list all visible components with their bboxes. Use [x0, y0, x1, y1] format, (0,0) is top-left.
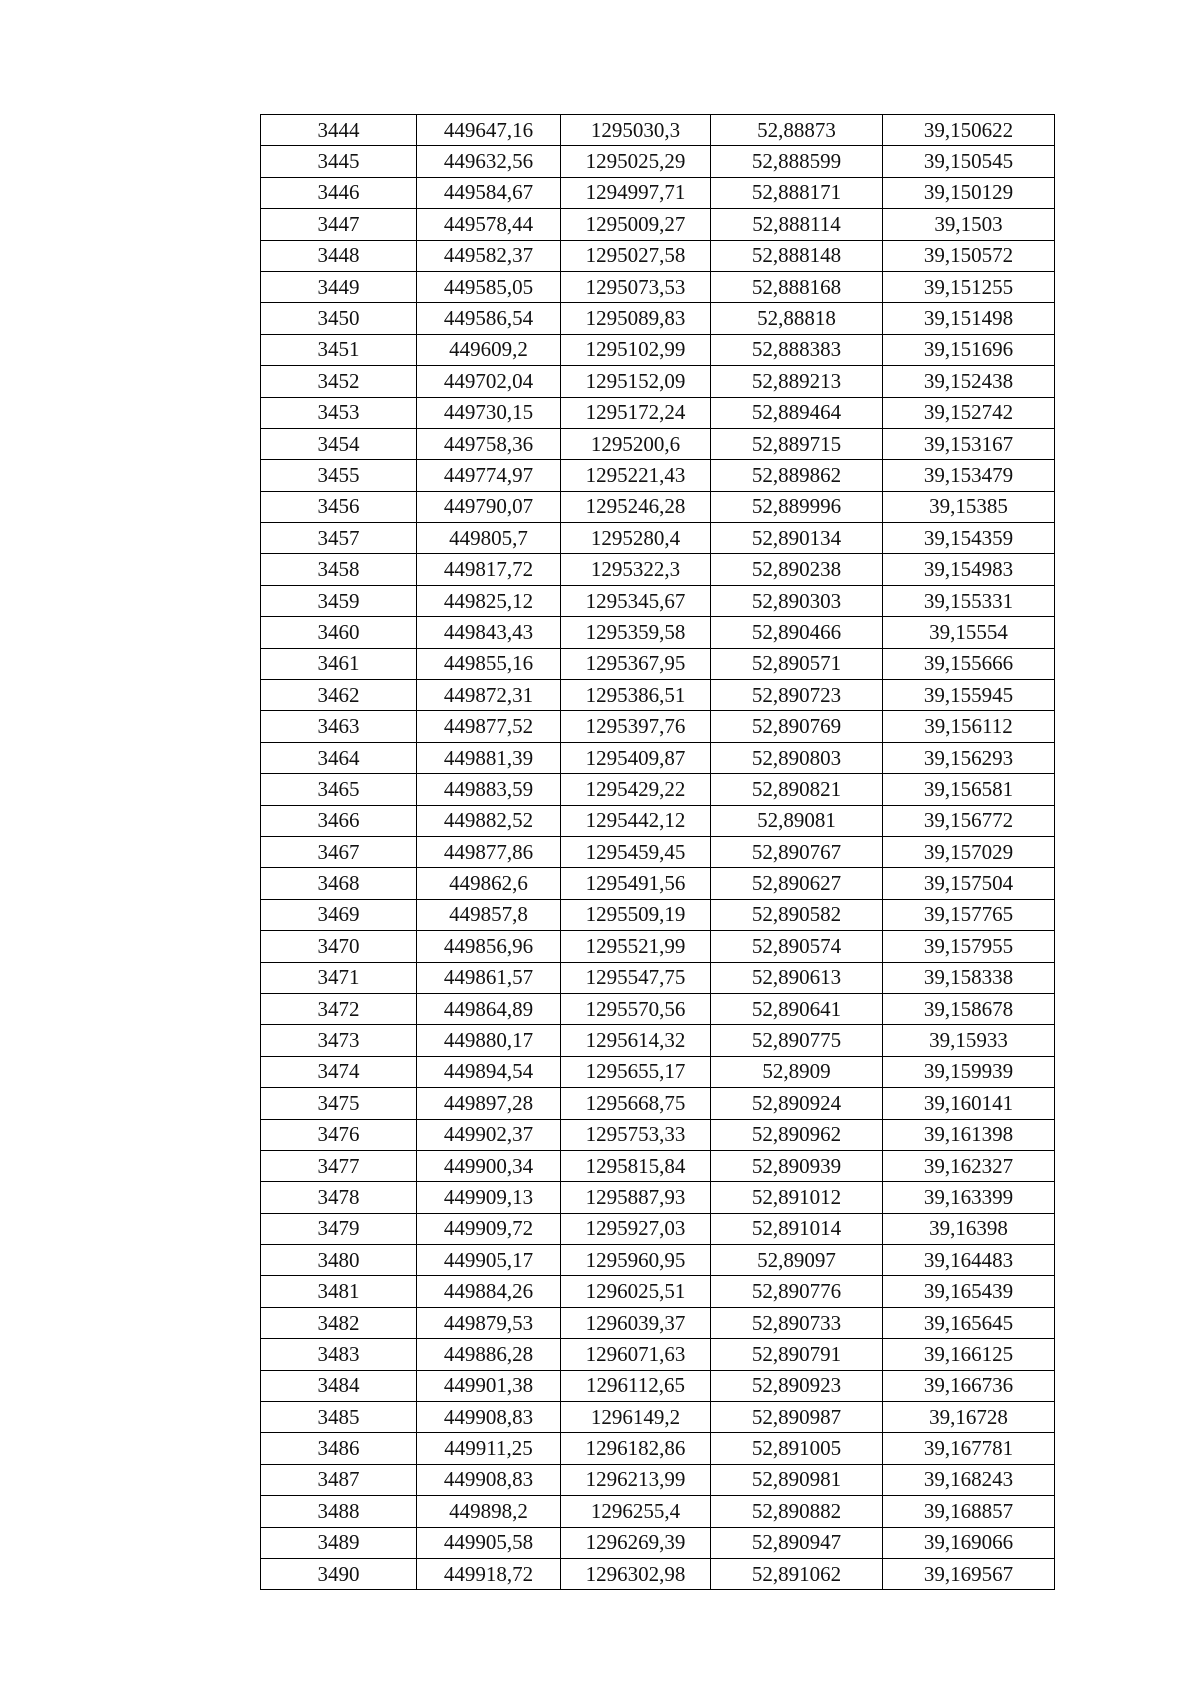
y-coordinate-cell: 1295030,3 [561, 115, 711, 146]
point-number-cell: 3481 [261, 1276, 417, 1307]
latitude-cell: 52,890803 [711, 742, 883, 773]
x-coordinate-cell: 449862,6 [417, 868, 561, 899]
latitude-cell: 52,890466 [711, 617, 883, 648]
table-row [261, 1245, 1055, 1276]
table-row [261, 1025, 1055, 1056]
point-number-cell: 3478 [261, 1182, 417, 1213]
table-row [261, 774, 1055, 805]
x-coordinate-cell: 449900,34 [417, 1150, 561, 1181]
latitude-cell: 52,890613 [711, 962, 883, 993]
longitude-cell: 39,152742 [883, 397, 1055, 428]
point-number-cell: 3465 [261, 774, 417, 805]
x-coordinate-cell: 449855,16 [417, 648, 561, 679]
longitude-cell: 39,165645 [883, 1307, 1055, 1338]
x-coordinate-cell: 449702,04 [417, 366, 561, 397]
y-coordinate-cell: 1295960,95 [561, 1245, 711, 1276]
x-coordinate-cell: 449905,17 [417, 1245, 561, 1276]
x-coordinate-cell: 449918,72 [417, 1558, 561, 1589]
y-coordinate-cell: 1295521,99 [561, 931, 711, 962]
longitude-cell: 39,165439 [883, 1276, 1055, 1307]
x-coordinate-cell: 449886,28 [417, 1339, 561, 1370]
x-coordinate-cell: 449585,05 [417, 271, 561, 302]
longitude-cell: 39,154359 [883, 523, 1055, 554]
point-number-cell: 3480 [261, 1245, 417, 1276]
y-coordinate-cell: 1295614,32 [561, 1025, 711, 1056]
x-coordinate-cell: 449578,44 [417, 209, 561, 240]
x-coordinate-cell: 449898,2 [417, 1496, 561, 1527]
longitude-cell: 39,166736 [883, 1370, 1055, 1401]
table-row [261, 303, 1055, 334]
longitude-cell: 39,151255 [883, 271, 1055, 302]
longitude-cell: 39,156112 [883, 711, 1055, 742]
table-row [261, 334, 1055, 365]
y-coordinate-cell: 1295409,87 [561, 742, 711, 773]
y-coordinate-cell: 1296302,98 [561, 1558, 711, 1589]
y-coordinate-cell: 1295753,33 [561, 1119, 711, 1150]
x-coordinate-cell: 449901,38 [417, 1370, 561, 1401]
latitude-cell: 52,889213 [711, 366, 883, 397]
table-row [261, 1464, 1055, 1495]
y-coordinate-cell: 1295547,75 [561, 962, 711, 993]
table-row [261, 742, 1055, 773]
longitude-cell: 39,15554 [883, 617, 1055, 648]
longitude-cell: 39,150622 [883, 115, 1055, 146]
latitude-cell: 52,890582 [711, 899, 883, 930]
x-coordinate-cell: 449790,07 [417, 491, 561, 522]
table-row [261, 1527, 1055, 1558]
longitude-cell: 39,15933 [883, 1025, 1055, 1056]
x-coordinate-cell: 449880,17 [417, 1025, 561, 1056]
point-number-cell: 3447 [261, 209, 417, 240]
longitude-cell: 39,157029 [883, 836, 1055, 867]
y-coordinate-cell: 1295152,09 [561, 366, 711, 397]
x-coordinate-cell: 449908,83 [417, 1464, 561, 1495]
y-coordinate-cell: 1294997,71 [561, 177, 711, 208]
latitude-cell: 52,890627 [711, 868, 883, 899]
table-row [261, 1150, 1055, 1181]
longitude-cell: 39,169066 [883, 1527, 1055, 1558]
latitude-cell: 52,890733 [711, 1307, 883, 1338]
y-coordinate-cell: 1295246,28 [561, 491, 711, 522]
longitude-cell: 39,1503 [883, 209, 1055, 240]
longitude-cell: 39,160141 [883, 1088, 1055, 1119]
y-coordinate-cell: 1296213,99 [561, 1464, 711, 1495]
table-row [261, 993, 1055, 1024]
y-coordinate-cell: 1295073,53 [561, 271, 711, 302]
y-coordinate-cell: 1296039,37 [561, 1307, 711, 1338]
longitude-cell: 39,151696 [883, 334, 1055, 365]
longitude-cell: 39,150545 [883, 146, 1055, 177]
longitude-cell: 39,156581 [883, 774, 1055, 805]
x-coordinate-cell: 449884,26 [417, 1276, 561, 1307]
table-row [261, 271, 1055, 302]
table-row [261, 115, 1055, 146]
table-row [261, 397, 1055, 428]
longitude-cell: 39,150129 [883, 177, 1055, 208]
latitude-cell: 52,890303 [711, 585, 883, 616]
latitude-cell: 52,890767 [711, 836, 883, 867]
y-coordinate-cell: 1295815,84 [561, 1150, 711, 1181]
y-coordinate-cell: 1295927,03 [561, 1213, 711, 1244]
latitude-cell: 52,888383 [711, 334, 883, 365]
table-row [261, 240, 1055, 271]
table-row [261, 585, 1055, 616]
point-number-cell: 3445 [261, 146, 417, 177]
y-coordinate-cell: 1295345,67 [561, 585, 711, 616]
latitude-cell: 52,890791 [711, 1339, 883, 1370]
longitude-cell: 39,169567 [883, 1558, 1055, 1589]
point-number-cell: 3472 [261, 993, 417, 1024]
y-coordinate-cell: 1295491,56 [561, 868, 711, 899]
x-coordinate-cell: 449897,28 [417, 1088, 561, 1119]
latitude-cell: 52,890923 [711, 1370, 883, 1401]
x-coordinate-cell: 449872,31 [417, 680, 561, 711]
latitude-cell: 52,890981 [711, 1464, 883, 1495]
point-number-cell: 3464 [261, 742, 417, 773]
longitude-cell: 39,16728 [883, 1402, 1055, 1433]
x-coordinate-cell: 449861,57 [417, 962, 561, 993]
y-coordinate-cell: 1295221,43 [561, 460, 711, 491]
latitude-cell: 52,890769 [711, 711, 883, 742]
table-row [261, 1339, 1055, 1370]
x-coordinate-cell: 449909,72 [417, 1213, 561, 1244]
longitude-cell: 39,150572 [883, 240, 1055, 271]
x-coordinate-cell: 449632,56 [417, 146, 561, 177]
latitude-cell: 52,890882 [711, 1496, 883, 1527]
latitude-cell: 52,889464 [711, 397, 883, 428]
point-number-cell: 3477 [261, 1150, 417, 1181]
x-coordinate-cell: 449817,72 [417, 554, 561, 585]
point-number-cell: 3448 [261, 240, 417, 271]
table-row [261, 868, 1055, 899]
table-row [261, 146, 1055, 177]
latitude-cell: 52,890776 [711, 1276, 883, 1307]
y-coordinate-cell: 1295102,99 [561, 334, 711, 365]
latitude-cell: 52,891014 [711, 1213, 883, 1244]
latitude-cell: 52,890574 [711, 931, 883, 962]
point-number-cell: 3453 [261, 397, 417, 428]
y-coordinate-cell: 1296071,63 [561, 1339, 711, 1370]
table-row [261, 680, 1055, 711]
y-coordinate-cell: 1295172,24 [561, 397, 711, 428]
point-number-cell: 3486 [261, 1433, 417, 1464]
longitude-cell: 39,16398 [883, 1213, 1055, 1244]
table-row [261, 805, 1055, 836]
x-coordinate-cell: 449902,37 [417, 1119, 561, 1150]
table-row [261, 1213, 1055, 1244]
latitude-cell: 52,888171 [711, 177, 883, 208]
table-row [261, 711, 1055, 742]
x-coordinate-cell: 449908,83 [417, 1402, 561, 1433]
latitude-cell: 52,8909 [711, 1056, 883, 1087]
table-row [261, 1119, 1055, 1150]
point-number-cell: 3467 [261, 836, 417, 867]
point-number-cell: 3469 [261, 899, 417, 930]
y-coordinate-cell: 1295397,76 [561, 711, 711, 742]
y-coordinate-cell: 1295367,95 [561, 648, 711, 679]
x-coordinate-cell: 449586,54 [417, 303, 561, 334]
y-coordinate-cell: 1296149,2 [561, 1402, 711, 1433]
y-coordinate-cell: 1295089,83 [561, 303, 711, 334]
longitude-cell: 39,156772 [883, 805, 1055, 836]
longitude-cell: 39,157955 [883, 931, 1055, 962]
latitude-cell: 52,889862 [711, 460, 883, 491]
latitude-cell: 52,89081 [711, 805, 883, 836]
point-number-cell: 3479 [261, 1213, 417, 1244]
y-coordinate-cell: 1295200,6 [561, 428, 711, 459]
y-coordinate-cell: 1295509,19 [561, 899, 711, 930]
x-coordinate-cell: 449584,67 [417, 177, 561, 208]
x-coordinate-cell: 449883,59 [417, 774, 561, 805]
table-row [261, 366, 1055, 397]
latitude-cell: 52,888168 [711, 271, 883, 302]
x-coordinate-cell: 449877,86 [417, 836, 561, 867]
x-coordinate-cell: 449758,36 [417, 428, 561, 459]
x-coordinate-cell: 449911,25 [417, 1433, 561, 1464]
longitude-cell: 39,153479 [883, 460, 1055, 491]
point-number-cell: 3450 [261, 303, 417, 334]
point-number-cell: 3475 [261, 1088, 417, 1119]
point-number-cell: 3485 [261, 1402, 417, 1433]
longitude-cell: 39,163399 [883, 1182, 1055, 1213]
longitude-cell: 39,167781 [883, 1433, 1055, 1464]
y-coordinate-cell: 1296255,4 [561, 1496, 711, 1527]
longitude-cell: 39,155945 [883, 680, 1055, 711]
latitude-cell: 52,890962 [711, 1119, 883, 1150]
table-row [261, 1056, 1055, 1087]
point-number-cell: 3452 [261, 366, 417, 397]
y-coordinate-cell: 1296112,65 [561, 1370, 711, 1401]
x-coordinate-cell: 449805,7 [417, 523, 561, 554]
table-row [261, 523, 1055, 554]
coordinates-table [260, 114, 1055, 1590]
point-number-cell: 3487 [261, 1464, 417, 1495]
point-number-cell: 3488 [261, 1496, 417, 1527]
y-coordinate-cell: 1295655,17 [561, 1056, 711, 1087]
point-number-cell: 3455 [261, 460, 417, 491]
latitude-cell: 52,890939 [711, 1150, 883, 1181]
point-number-cell: 3482 [261, 1307, 417, 1338]
table-row [261, 1307, 1055, 1338]
latitude-cell: 52,891062 [711, 1558, 883, 1589]
x-coordinate-cell: 449909,13 [417, 1182, 561, 1213]
longitude-cell: 39,158678 [883, 993, 1055, 1024]
y-coordinate-cell: 1296182,86 [561, 1433, 711, 1464]
longitude-cell: 39,156293 [883, 742, 1055, 773]
y-coordinate-cell: 1295429,22 [561, 774, 711, 805]
latitude-cell: 52,890775 [711, 1025, 883, 1056]
latitude-cell: 52,89097 [711, 1245, 883, 1276]
x-coordinate-cell: 449825,12 [417, 585, 561, 616]
x-coordinate-cell: 449843,43 [417, 617, 561, 648]
x-coordinate-cell: 449882,52 [417, 805, 561, 836]
y-coordinate-cell: 1295386,51 [561, 680, 711, 711]
y-coordinate-cell: 1295280,4 [561, 523, 711, 554]
y-coordinate-cell: 1295887,93 [561, 1182, 711, 1213]
x-coordinate-cell: 449774,97 [417, 460, 561, 491]
latitude-cell: 52,88873 [711, 115, 883, 146]
point-number-cell: 3471 [261, 962, 417, 993]
longitude-cell: 39,154983 [883, 554, 1055, 585]
y-coordinate-cell: 1296269,39 [561, 1527, 711, 1558]
x-coordinate-cell: 449894,54 [417, 1056, 561, 1087]
coordinates-table-body [261, 115, 1055, 1590]
y-coordinate-cell: 1295570,56 [561, 993, 711, 1024]
table-row [261, 1182, 1055, 1213]
table-row [261, 209, 1055, 240]
table-row [261, 962, 1055, 993]
x-coordinate-cell: 449609,2 [417, 334, 561, 365]
latitude-cell: 52,890947 [711, 1527, 883, 1558]
x-coordinate-cell: 449905,58 [417, 1527, 561, 1558]
table-row [261, 1496, 1055, 1527]
longitude-cell: 39,157765 [883, 899, 1055, 930]
table-row [261, 177, 1055, 208]
point-number-cell: 3456 [261, 491, 417, 522]
x-coordinate-cell: 449879,53 [417, 1307, 561, 1338]
point-number-cell: 3473 [261, 1025, 417, 1056]
longitude-cell: 39,153167 [883, 428, 1055, 459]
longitude-cell: 39,151498 [883, 303, 1055, 334]
x-coordinate-cell: 449881,39 [417, 742, 561, 773]
point-number-cell: 3458 [261, 554, 417, 585]
point-number-cell: 3484 [261, 1370, 417, 1401]
longitude-cell: 39,152438 [883, 366, 1055, 397]
point-number-cell: 3454 [261, 428, 417, 459]
x-coordinate-cell: 449647,16 [417, 115, 561, 146]
x-coordinate-cell: 449730,15 [417, 397, 561, 428]
y-coordinate-cell: 1295025,29 [561, 146, 711, 177]
point-number-cell: 3468 [261, 868, 417, 899]
y-coordinate-cell: 1295459,45 [561, 836, 711, 867]
latitude-cell: 52,890641 [711, 993, 883, 1024]
y-coordinate-cell: 1295442,12 [561, 805, 711, 836]
y-coordinate-cell: 1295009,27 [561, 209, 711, 240]
longitude-cell: 39,166125 [883, 1339, 1055, 1370]
table-row [261, 491, 1055, 522]
y-coordinate-cell: 1296025,51 [561, 1276, 711, 1307]
point-number-cell: 3459 [261, 585, 417, 616]
point-number-cell: 3490 [261, 1558, 417, 1589]
x-coordinate-cell: 449877,52 [417, 711, 561, 742]
x-coordinate-cell: 449582,37 [417, 240, 561, 271]
latitude-cell: 52,891012 [711, 1182, 883, 1213]
table-row [261, 1402, 1055, 1433]
table-row [261, 617, 1055, 648]
point-number-cell: 3476 [261, 1119, 417, 1150]
latitude-cell: 52,891005 [711, 1433, 883, 1464]
longitude-cell: 39,161398 [883, 1119, 1055, 1150]
latitude-cell: 52,889996 [711, 491, 883, 522]
point-number-cell: 3444 [261, 115, 417, 146]
longitude-cell: 39,162327 [883, 1150, 1055, 1181]
longitude-cell: 39,157504 [883, 868, 1055, 899]
point-number-cell: 3483 [261, 1339, 417, 1370]
longitude-cell: 39,168243 [883, 1464, 1055, 1495]
latitude-cell: 52,889715 [711, 428, 883, 459]
latitude-cell: 52,890821 [711, 774, 883, 805]
table-row [261, 836, 1055, 867]
latitude-cell: 52,890723 [711, 680, 883, 711]
table-row [261, 1558, 1055, 1589]
latitude-cell: 52,88818 [711, 303, 883, 334]
table-row [261, 1433, 1055, 1464]
latitude-cell: 52,890238 [711, 554, 883, 585]
point-number-cell: 3446 [261, 177, 417, 208]
table-row [261, 554, 1055, 585]
point-number-cell: 3489 [261, 1527, 417, 1558]
x-coordinate-cell: 449857,8 [417, 899, 561, 930]
longitude-cell: 39,15385 [883, 491, 1055, 522]
latitude-cell: 52,888148 [711, 240, 883, 271]
longitude-cell: 39,155666 [883, 648, 1055, 679]
latitude-cell: 52,890571 [711, 648, 883, 679]
table-row [261, 428, 1055, 459]
x-coordinate-cell: 449856,96 [417, 931, 561, 962]
table-row [261, 931, 1055, 962]
table-row [261, 1276, 1055, 1307]
latitude-cell: 52,890987 [711, 1402, 883, 1433]
y-coordinate-cell: 1295027,58 [561, 240, 711, 271]
y-coordinate-cell: 1295322,3 [561, 554, 711, 585]
longitude-cell: 39,168857 [883, 1496, 1055, 1527]
longitude-cell: 39,159939 [883, 1056, 1055, 1087]
x-coordinate-cell: 449864,89 [417, 993, 561, 1024]
table-row [261, 1370, 1055, 1401]
latitude-cell: 52,890134 [711, 523, 883, 554]
table-row [261, 460, 1055, 491]
point-number-cell: 3449 [261, 271, 417, 302]
point-number-cell: 3463 [261, 711, 417, 742]
latitude-cell: 52,890924 [711, 1088, 883, 1119]
y-coordinate-cell: 1295359,58 [561, 617, 711, 648]
table-row [261, 899, 1055, 930]
longitude-cell: 39,164483 [883, 1245, 1055, 1276]
y-coordinate-cell: 1295668,75 [561, 1088, 711, 1119]
point-number-cell: 3474 [261, 1056, 417, 1087]
latitude-cell: 52,888599 [711, 146, 883, 177]
point-number-cell: 3451 [261, 334, 417, 365]
point-number-cell: 3461 [261, 648, 417, 679]
point-number-cell: 3460 [261, 617, 417, 648]
longitude-cell: 39,158338 [883, 962, 1055, 993]
point-number-cell: 3457 [261, 523, 417, 554]
point-number-cell: 3466 [261, 805, 417, 836]
latitude-cell: 52,888114 [711, 209, 883, 240]
longitude-cell: 39,155331 [883, 585, 1055, 616]
point-number-cell: 3462 [261, 680, 417, 711]
table-row [261, 648, 1055, 679]
point-number-cell: 3470 [261, 931, 417, 962]
table-row [261, 1088, 1055, 1119]
